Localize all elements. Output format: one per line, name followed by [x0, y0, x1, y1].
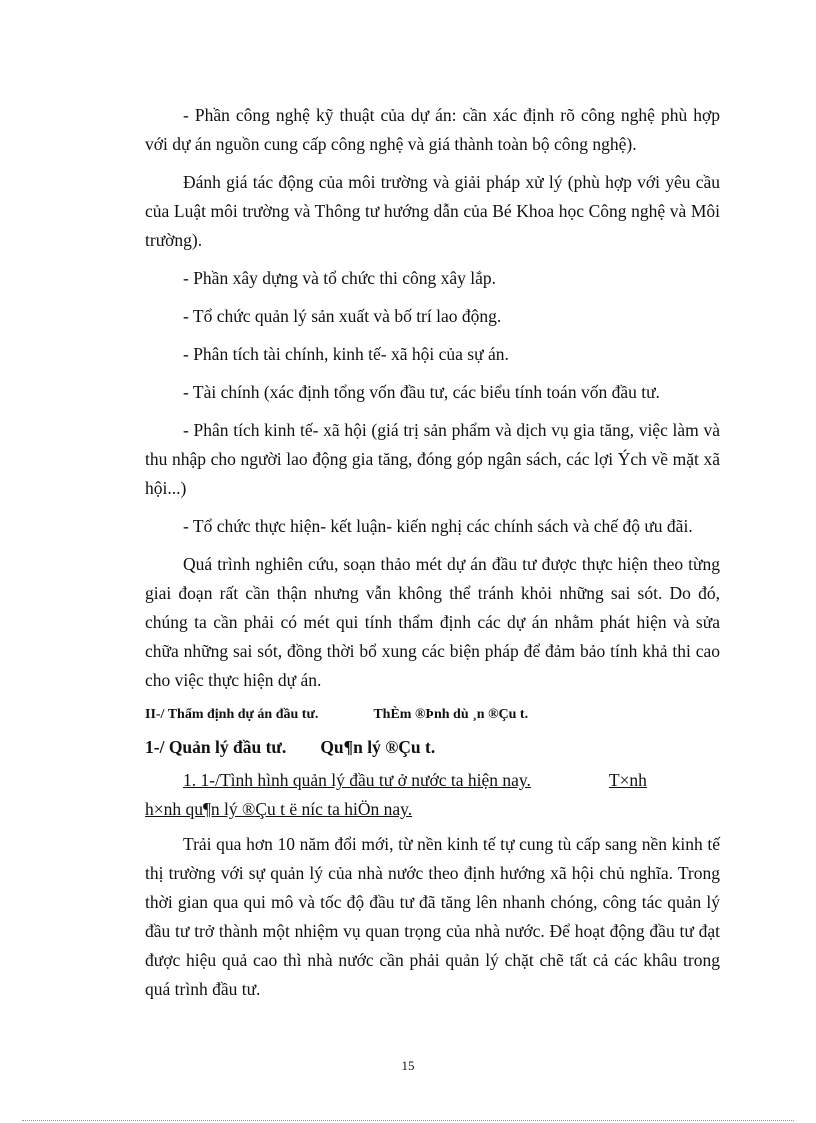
paragraph-tech: - Phần công nghệ kỹ thuật của dự án: cần xác định rõ công nghệ phù hợp với dự án nguồn cung cấp công nghệ và giá thành toàn bộ công nghệ). — [145, 105, 720, 154]
paragraph-process: Quá trình nghiên cứu, soạn thảo mét dự án đầu tư được thực hiện theo từng giai đoạn rất cần thận nhưng vẫn không thể tránh khỏi những sai sót. Do đó, chúng ta cần phải có mét qui tính thẩm định các dự án nhằm phát hiện và sửa chữa những sai sót, đồng thời bổ xung các biện pháp để đảm bảo tính khả thi cao cho việc thực hiện dự án. — [145, 554, 720, 690]
paragraph-implementation: - Tổ chức thực hiện- kết luận- kiến nghị các chính sách và chế độ ưu đãi. — [183, 516, 693, 536]
paragraph-financial-analysis: - Phân tích tài chính, kinh tế- xã hội của sự án. — [183, 344, 509, 364]
paragraph-construction: - Phần xây dựng và tổ chức thi công xây lắp. — [183, 268, 496, 288]
subsection-heading — [145, 734, 720, 760]
page-number: 15 — [401, 1058, 415, 1073]
paragraph-reform: Trải qua hơn 10 năm đổi mới, từ nền kinh tế tự cung tù cấp sang nền kinh tế thị trường với sự quản lý của nhà nước theo định hướng xã hội chủ nghĩa. Trong thời gian qua qui mô và tốc độ đầu tư đã tăng lên nhanh chóng, công tác quản lý đầu tư trở thành một nhiệm vụ quan trọng của nhà nước. Để hoạt động đầu tư đạt được hiệu quả cao thì nhà nước cần phải quản lý chặt chẽ tất cả các khâu trong quá trình đầu tư. — [145, 834, 720, 999]
section-heading — [145, 704, 720, 726]
subsection-heading-garbled: Qu¶n lý ®Çu t. — [320, 737, 436, 757]
subsubsection-line2: h×nh qu¶n lý ®Çu t ë níc ta hiÖn nay. — [145, 799, 413, 819]
section-heading-garbled: ThÈm ®Þnh dù ¸n ®Çu t. — [373, 707, 529, 722]
subsubsection-line1: 1. 1-/Tình hình quản lý đầu tư ở nước ta hiện nay. — [183, 770, 531, 790]
subsubsection-line1-garbled: T×nh — [608, 770, 647, 790]
paragraph-finance: - Tài chính (xác định tổng vốn đầu tư, các biểu tính toán vốn đầu tư. — [183, 382, 660, 402]
paragraph-environment: Đánh giá tác động của môi trường và giải pháp xử lý (phù hợp với yêu cầu của Luật môi trường và Thông tư hướng dẫn của Bé Khoa học Công nghệ và Môi trường). — [145, 172, 720, 250]
paragraph-organization: - Tổ chức quản lý sản xuất và bố trí lao động. — [183, 306, 502, 326]
footer-divider — [22, 1120, 794, 1121]
subsection-heading-text: 1-/ Quản lý đầu tư. — [145, 737, 287, 757]
subsubsection-heading — [145, 766, 720, 824]
page-content — [145, 101, 720, 1013]
paragraph-socioeconomic: - Phân tích kinh tế- xã hội (giá trị sản phẩm và dịch vụ gia tăng, việc làm và thu nhập cho người lao động gia tăng, đóng góp ngân sách, các lợi Ých về mặt xã hội...) — [145, 420, 720, 498]
section-heading-text: II-/ Thẩm định dự án đầu tư. — [145, 707, 319, 722]
